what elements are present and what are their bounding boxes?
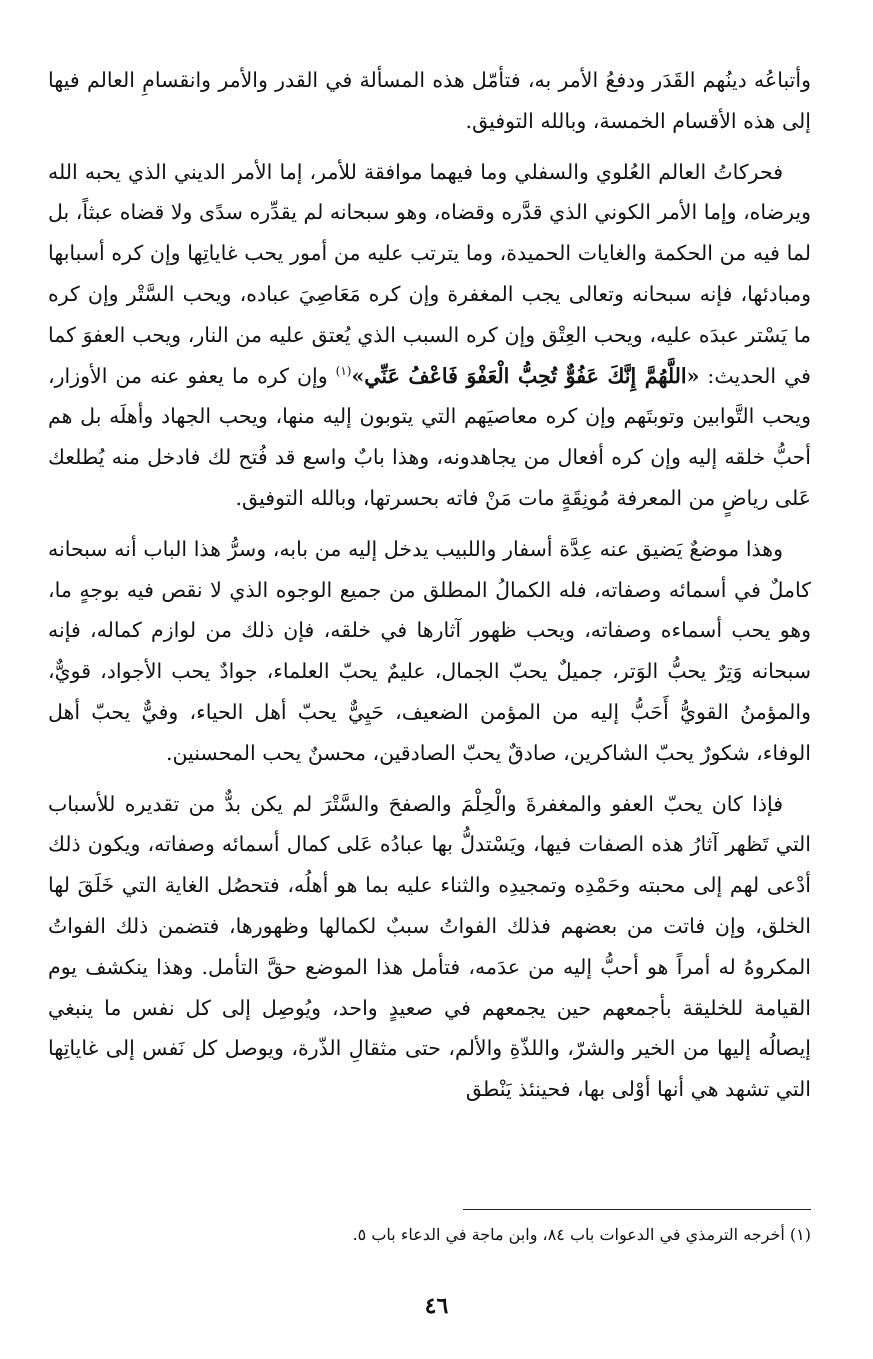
- footnote-divider: [463, 1209, 811, 1210]
- paragraph-2-text-after: وإن كره ما يعفو عنه من الأوزار، ويحب التَّوابين وتوبتَهم وإن كره معاصيَهم التي يتوبون إليه منها، ويحب الجهاد وأهلَه بل هم أحبُّ خلقه إليه وإن كره أفعال من يجاهدونه، وهذا بابٌ واسع قد فُتح لك فادخل منه يُطلعك عَلى رياضٍ من المعرفة مُونِقَةٍ مات مَنْ فاته بحسرتها، وبالله التوفيق.: [48, 363, 811, 510]
- paragraph-3-text: وهذا موضعٌ يَضيق عنه عِدَّة أسفار واللبيب يدخل إليه من بابه، وسرُّ هذا الباب أنه سبحانه كاملٌ في أسمائه وصفاته، فله الكمالُ المطلق من جميع الوجوه الذي لا نقص فيه بوجهٍ ما، وهو يحب أسماءه وصفاته، ويحب ظهور آثارها في خلقه، فإن ذلك من لوازم كماله، فإنه سبحانه وَتِرٌ يحبُّ الوَتر، جميلٌ يحبّ الجمال، عليمٌ يحبّ العلماء، جوادٌ يحب الأجواد، قويٌّ، والمؤمنُ القويُّ أَحَبُّ إليه من المؤمن الضعيف، حَيِيٌّ يحبّ أهل الحياء، وفيٌّ يحبّ أهل الوفاء، شكورٌ يحبّ الشاكرين، صادقٌ يحبّ الصادقين، محسنٌ يحب المحسنين.: [48, 536, 812, 765]
- paragraph-4-text: فإذا كان يحبّ العفو والمغفرةَ والْحِلْمَ والصفحَ والسَّتْرَ لم يكن بدٌّ من تقديره للأسباب التي تَظهر آثارُ هذه الصفات فيها، ويَسْتدلُّ بها عبادُه عَلى كمال أسمائه وصفاته، ويكون ذلك أدْعى لهم إلى محبته وحَمْدِه وتمجيدِه والثناء عليه بما هو أهلُه، فتحصُل الغاية التي خَلَقَ لها الخلق، وإن فاتت من بعضهم فذلك الفواتُ سببٌ لكمالها وظهورها، فتضمن ذلك الفواتُ المكروهُ له أمراً هو أحبُّ إليه من عدَمه، فتأمل هذا الموضع حقَّ التأمل. وهذا ينكشف يوم القيامة للخليقة بأجمعهم حين يجمعهم في صعيدٍ واحد، ويُوصِل إلى كل نفس ما ينبغي إيصالُه إليها من الخير والشرّ، واللذّةِ والألم، حتى مثقالِ الذّرة، ويوصل كل نَفس إلى غاياتِها التي تشهد هي أنها أوْلى بها، فحينئذ يَنْطق: [48, 791, 811, 1102]
- paragraph-1: [48, 60, 811, 142]
- paragraph-3: [48, 529, 811, 774]
- paragraph-2-text-before: فحركاتُ العالم العُلوي والسفلي وما فيهما موافقة للأمر، إما الأمر الديني الذي يحبه الله ويرضاه، وإما الأمر الكوني الذي قدَّره وقضاه، وهو سبحانه لم يقدِّره سدًى ولا قضاه عبثاً، بل لما فيه من الحكمة والغايات الحميدة، وما يترتب عليه من أمور يحب غاياتِها وإن كره أسبابها ومبادئها، فإنه سبحانه وتعالى يجب المغفرة وإن كره مَعَاصِيَ عباده، ويحب السَّتْر وإن كره ما يَسْتر عبدَه عليه، ويحب العِتْق وإن كره السبب الذي يُعتق عليه من النار، ويحب العفوَ كما في الحديث:: [48, 159, 811, 388]
- page-number: ٤٦: [424, 1293, 449, 1319]
- paragraph-4: [48, 784, 811, 1110]
- page-body: [48, 60, 811, 1120]
- footnote: [48, 1222, 811, 1248]
- paragraph-2: [48, 152, 811, 519]
- hadith-quote: «اللَّهُمَّ إِنَّكَ عَفُوٌّ تُحِبُّ الْعَفْوَ فَاعْفُ عَنِّي»: [351, 363, 700, 388]
- paragraph-1-text: وأتباعُه دينُهم القَدَر ودفعُ الأمر به، فتأمّل هذه المسألة في القدر والأمر وانقسامِ العالم فيها إلى هذه الأقسام الخمسة، وبالله التوفيق.: [48, 68, 811, 133]
- footnote-reference[interactable]: (١): [335, 363, 352, 378]
- footnote-text: (١) أخرجه الترمذي في الدعوات باب ٨٤، وابن ماجة في الدعاء باب ٥.: [352, 1225, 811, 1244]
